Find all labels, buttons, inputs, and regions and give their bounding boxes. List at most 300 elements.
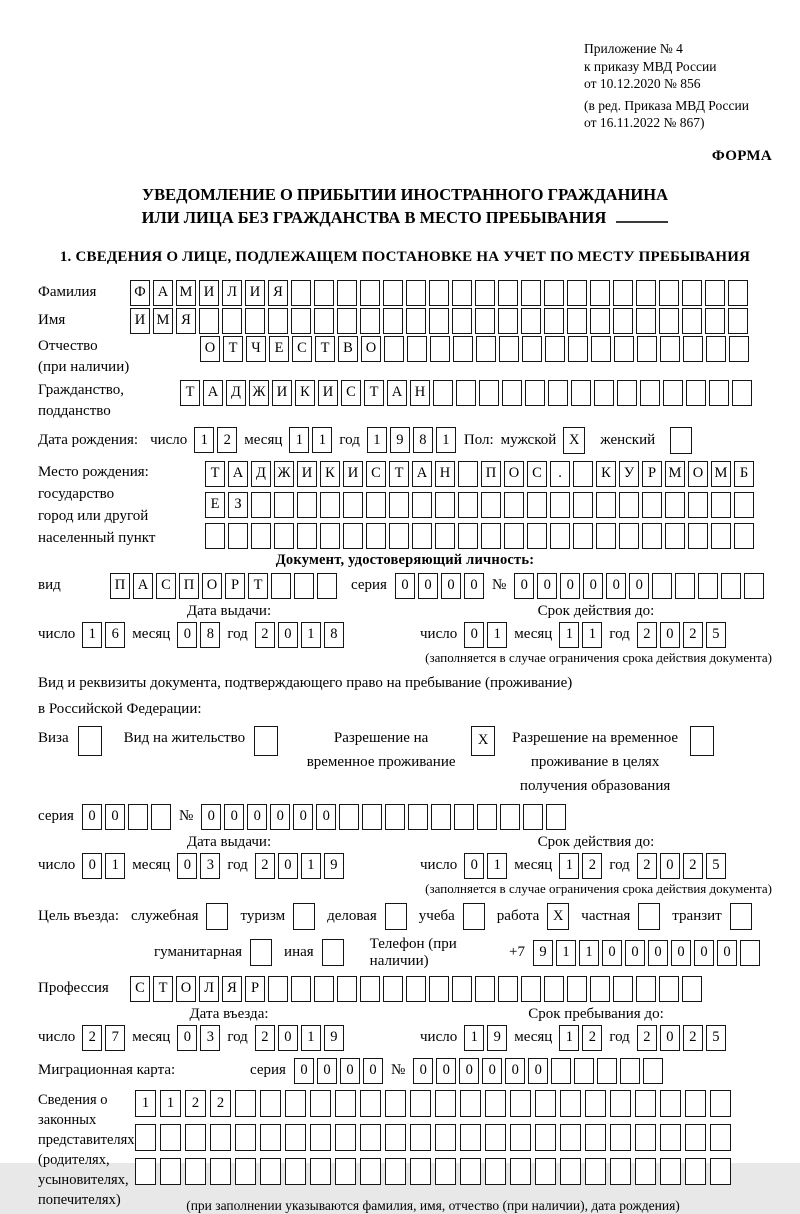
char-cell[interactable] xyxy=(205,523,225,549)
char-cell[interactable] xyxy=(314,308,334,334)
char-cell[interactable] xyxy=(527,523,547,549)
char-cell[interactable] xyxy=(560,1090,581,1117)
char-cell[interactable] xyxy=(573,492,593,518)
char-cell[interactable] xyxy=(410,1090,431,1117)
char-cell[interactable] xyxy=(610,1124,631,1151)
char-cell[interactable]: 0 xyxy=(629,573,649,599)
char-cell[interactable] xyxy=(613,308,633,334)
char-cell[interactable]: Л xyxy=(199,976,219,1002)
char-cell[interactable] xyxy=(385,804,405,830)
char-cell[interactable] xyxy=(675,573,695,599)
char-cell[interactable]: П xyxy=(179,573,199,599)
char-cell[interactable]: 0 xyxy=(717,940,737,966)
char-cell[interactable]: Т xyxy=(153,976,173,1002)
char-cell[interactable] xyxy=(613,280,633,306)
char-cell[interactable] xyxy=(268,308,288,334)
char-cell[interactable] xyxy=(560,1124,581,1151)
char-cell[interactable] xyxy=(640,380,660,406)
char-cell[interactable] xyxy=(660,336,680,362)
char-cell[interactable]: С xyxy=(156,573,176,599)
char-cell[interactable] xyxy=(320,523,340,549)
char-cell[interactable]: 1 xyxy=(559,622,579,648)
char-cell[interactable] xyxy=(285,1158,306,1185)
char-cell[interactable]: У xyxy=(619,461,639,487)
char-cell[interactable]: 1 xyxy=(559,853,579,879)
char-cell[interactable]: 5 xyxy=(706,853,726,879)
char-cell[interactable]: 1 xyxy=(301,622,321,648)
char-cell[interactable] xyxy=(705,280,725,306)
char-cell[interactable] xyxy=(476,336,496,362)
char-cell[interactable]: А xyxy=(228,461,248,487)
char-cell[interactable]: В xyxy=(338,336,358,362)
char-cell[interactable] xyxy=(597,1058,617,1084)
char-cell[interactable] xyxy=(734,492,754,518)
char-cell[interactable]: К xyxy=(320,461,340,487)
char-cell[interactable]: 1 xyxy=(582,622,602,648)
char-cell[interactable]: А xyxy=(387,380,407,406)
char-cell[interactable] xyxy=(235,1090,256,1117)
char-cell[interactable] xyxy=(698,573,718,599)
char-cell[interactable]: О xyxy=(202,573,222,599)
char-cell[interactable]: 0 xyxy=(606,573,626,599)
char-cell[interactable] xyxy=(385,1158,406,1185)
char-cell[interactable]: К xyxy=(596,461,616,487)
char-cell[interactable] xyxy=(314,976,334,1002)
char-cell[interactable] xyxy=(453,336,473,362)
char-cell[interactable]: Я xyxy=(176,308,196,334)
char-cell[interactable]: 5 xyxy=(706,1025,726,1051)
char-cell[interactable] xyxy=(360,1124,381,1151)
char-cell[interactable] xyxy=(685,1158,706,1185)
char-cell[interactable] xyxy=(510,1124,531,1151)
char-cell[interactable]: 0 xyxy=(316,804,336,830)
char-cell[interactable] xyxy=(585,1158,606,1185)
char-cell[interactable] xyxy=(535,1090,556,1117)
char-cell[interactable]: 0 xyxy=(528,1058,548,1084)
char-cell[interactable] xyxy=(660,1124,681,1151)
char-cell[interactable] xyxy=(732,380,752,406)
char-cell[interactable]: 0 xyxy=(537,573,557,599)
char-cell[interactable]: 0 xyxy=(293,804,313,830)
char-cell[interactable]: 9 xyxy=(533,940,553,966)
char-cell[interactable] xyxy=(185,1124,206,1151)
char-cell[interactable] xyxy=(389,523,409,549)
char-cell[interactable] xyxy=(485,1090,506,1117)
char-cell[interactable] xyxy=(160,1158,181,1185)
char-cell[interactable] xyxy=(458,523,478,549)
char-cell[interactable] xyxy=(573,461,593,487)
char-cell[interactable] xyxy=(502,380,522,406)
char-cell[interactable]: Я xyxy=(222,976,242,1002)
char-cell[interactable]: С xyxy=(130,976,150,1002)
char-cell[interactable]: 0 xyxy=(625,940,645,966)
char-cell[interactable] xyxy=(510,1158,531,1185)
char-cell[interactable] xyxy=(406,976,426,1002)
char-cell[interactable] xyxy=(335,1090,356,1117)
char-cell[interactable] xyxy=(709,380,729,406)
char-cell[interactable] xyxy=(366,492,386,518)
char-cell[interactable]: Т xyxy=(205,461,225,487)
char-cell[interactable] xyxy=(636,976,656,1002)
char-cell[interactable] xyxy=(596,523,616,549)
char-cell[interactable] xyxy=(343,523,363,549)
char-cell[interactable] xyxy=(406,280,426,306)
char-cell[interactable]: 0 xyxy=(278,1025,298,1051)
char-cell[interactable] xyxy=(185,1158,206,1185)
char-cell[interactable]: 9 xyxy=(390,427,410,453)
char-cell[interactable]: Т xyxy=(389,461,409,487)
char-cell[interactable] xyxy=(337,976,357,1002)
char-cell[interactable] xyxy=(613,976,633,1002)
char-cell[interactable]: 2 xyxy=(683,1025,703,1051)
char-cell[interactable] xyxy=(544,308,564,334)
char-cell[interactable]: 0 xyxy=(177,1025,197,1051)
char-cell[interactable] xyxy=(660,1158,681,1185)
char-cell[interactable]: Д xyxy=(251,461,271,487)
char-cell[interactable] xyxy=(498,976,518,1002)
char-cell[interactable]: 0 xyxy=(482,1058,502,1084)
char-cell[interactable]: И xyxy=(199,280,219,306)
char-cell[interactable] xyxy=(590,976,610,1002)
char-cell[interactable] xyxy=(710,1158,731,1185)
purpose-transit-checkbox[interactable] xyxy=(730,903,752,930)
char-cell[interactable]: . xyxy=(550,461,570,487)
char-cell[interactable] xyxy=(610,1158,631,1185)
char-cell[interactable] xyxy=(335,1124,356,1151)
char-cell[interactable] xyxy=(525,380,545,406)
char-cell[interactable] xyxy=(460,1124,481,1151)
char-cell[interactable] xyxy=(251,492,271,518)
char-cell[interactable]: 0 xyxy=(247,804,267,830)
char-cell[interactable]: 9 xyxy=(324,1025,344,1051)
char-cell[interactable] xyxy=(135,1158,156,1185)
char-cell[interactable]: 0 xyxy=(294,1058,314,1084)
char-cell[interactable] xyxy=(435,492,455,518)
char-cell[interactable] xyxy=(260,1090,281,1117)
char-cell[interactable]: Е xyxy=(205,492,225,518)
char-cell[interactable] xyxy=(567,976,587,1002)
char-cell[interactable]: Л xyxy=(222,280,242,306)
char-cell[interactable]: 0 xyxy=(583,573,603,599)
char-cell[interactable]: М xyxy=(711,461,731,487)
char-cell[interactable]: М xyxy=(153,308,173,334)
char-cell[interactable] xyxy=(383,280,403,306)
char-cell[interactable] xyxy=(620,1058,640,1084)
char-cell[interactable]: Ж xyxy=(249,380,269,406)
char-cell[interactable]: И xyxy=(297,461,317,487)
char-cell[interactable]: 2 xyxy=(255,622,275,648)
char-cell[interactable] xyxy=(314,280,334,306)
char-cell[interactable]: 2 xyxy=(683,622,703,648)
char-cell[interactable] xyxy=(435,523,455,549)
char-cell[interactable]: 0 xyxy=(177,622,197,648)
char-cell[interactable]: 2 xyxy=(255,853,275,879)
char-cell[interactable] xyxy=(550,492,570,518)
char-cell[interactable] xyxy=(706,336,726,362)
char-cell[interactable] xyxy=(545,336,565,362)
char-cell[interactable]: 0 xyxy=(317,1058,337,1084)
char-cell[interactable] xyxy=(412,523,432,549)
char-cell[interactable] xyxy=(710,1090,731,1117)
char-cell[interactable] xyxy=(548,380,568,406)
char-cell[interactable] xyxy=(550,523,570,549)
purpose-private-checkbox[interactable] xyxy=(638,903,660,930)
char-cell[interactable]: 8 xyxy=(413,427,433,453)
char-cell[interactable] xyxy=(343,492,363,518)
char-cell[interactable] xyxy=(544,280,564,306)
char-cell[interactable] xyxy=(429,976,449,1002)
char-cell[interactable]: 5 xyxy=(706,622,726,648)
char-cell[interactable] xyxy=(310,1158,331,1185)
char-cell[interactable] xyxy=(571,380,591,406)
char-cell[interactable]: 1 xyxy=(160,1090,181,1117)
char-cell[interactable]: 0 xyxy=(671,940,691,966)
char-cell[interactable]: 0 xyxy=(441,573,461,599)
char-cell[interactable] xyxy=(235,1158,256,1185)
char-cell[interactable]: 1 xyxy=(556,940,576,966)
char-cell[interactable] xyxy=(614,336,634,362)
char-cell[interactable] xyxy=(460,1158,481,1185)
char-cell[interactable] xyxy=(475,308,495,334)
char-cell[interactable] xyxy=(688,492,708,518)
char-cell[interactable]: 2 xyxy=(217,427,237,453)
char-cell[interactable] xyxy=(310,1090,331,1117)
char-cell[interactable]: 0 xyxy=(340,1058,360,1084)
char-cell[interactable]: 0 xyxy=(514,573,534,599)
char-cell[interactable] xyxy=(728,308,748,334)
char-cell[interactable]: 0 xyxy=(177,853,197,879)
char-cell[interactable]: 1 xyxy=(464,1025,484,1051)
char-cell[interactable]: 2 xyxy=(82,1025,102,1051)
char-cell[interactable]: Н xyxy=(410,380,430,406)
char-cell[interactable]: 0 xyxy=(660,1025,680,1051)
char-cell[interactable]: 0 xyxy=(363,1058,383,1084)
char-cell[interactable] xyxy=(685,1090,706,1117)
char-cell[interactable] xyxy=(705,308,725,334)
char-cell[interactable]: 3 xyxy=(200,1025,220,1051)
char-cell[interactable] xyxy=(310,1124,331,1151)
char-cell[interactable]: Н xyxy=(435,461,455,487)
char-cell[interactable] xyxy=(636,280,656,306)
char-cell[interactable] xyxy=(617,380,637,406)
char-cell[interactable] xyxy=(498,308,518,334)
char-cell[interactable] xyxy=(210,1158,231,1185)
char-cell[interactable]: К xyxy=(295,380,315,406)
char-cell[interactable]: 2 xyxy=(255,1025,275,1051)
char-cell[interactable]: 0 xyxy=(278,853,298,879)
char-cell[interactable] xyxy=(610,1090,631,1117)
char-cell[interactable] xyxy=(683,336,703,362)
char-cell[interactable] xyxy=(385,1090,406,1117)
char-cell[interactable] xyxy=(535,1124,556,1151)
char-cell[interactable]: 1 xyxy=(105,853,125,879)
char-cell[interactable]: Ж xyxy=(274,461,294,487)
char-cell[interactable]: 3 xyxy=(200,853,220,879)
char-cell[interactable]: Б xyxy=(734,461,754,487)
char-cell[interactable] xyxy=(452,280,472,306)
char-cell[interactable] xyxy=(659,976,679,1002)
char-cell[interactable]: Я xyxy=(268,280,288,306)
char-cell[interactable] xyxy=(728,280,748,306)
char-cell[interactable]: М xyxy=(665,461,685,487)
char-cell[interactable]: 1 xyxy=(436,427,456,453)
char-cell[interactable] xyxy=(435,1090,456,1117)
char-cell[interactable] xyxy=(339,804,359,830)
char-cell[interactable]: 0 xyxy=(270,804,290,830)
char-cell[interactable] xyxy=(274,492,294,518)
char-cell[interactable] xyxy=(665,492,685,518)
char-cell[interactable] xyxy=(407,336,427,362)
char-cell[interactable] xyxy=(271,573,291,599)
char-cell[interactable] xyxy=(659,280,679,306)
char-cell[interactable] xyxy=(410,1158,431,1185)
char-cell[interactable]: 0 xyxy=(459,1058,479,1084)
char-cell[interactable]: 8 xyxy=(200,622,220,648)
char-cell[interactable]: Ч xyxy=(246,336,266,362)
char-cell[interactable] xyxy=(642,492,662,518)
char-cell[interactable] xyxy=(585,1090,606,1117)
char-cell[interactable]: Д xyxy=(226,380,246,406)
char-cell[interactable] xyxy=(740,940,760,966)
char-cell[interactable] xyxy=(274,523,294,549)
char-cell[interactable] xyxy=(711,523,731,549)
sex-male-checkbox[interactable]: X xyxy=(563,427,585,454)
char-cell[interactable]: С xyxy=(527,461,547,487)
char-cell[interactable] xyxy=(475,976,495,1002)
char-cell[interactable]: 0 xyxy=(694,940,714,966)
char-cell[interactable] xyxy=(729,336,749,362)
char-cell[interactable] xyxy=(297,492,317,518)
char-cell[interactable]: 9 xyxy=(324,853,344,879)
char-cell[interactable] xyxy=(435,1124,456,1151)
char-cell[interactable] xyxy=(659,308,679,334)
purpose-study-checkbox[interactable] xyxy=(463,903,485,930)
char-cell[interactable]: Т xyxy=(315,336,335,362)
char-cell[interactable]: 2 xyxy=(637,1025,657,1051)
purpose-other-checkbox[interactable] xyxy=(322,939,344,966)
char-cell[interactable] xyxy=(360,976,380,1002)
char-cell[interactable] xyxy=(151,804,171,830)
char-cell[interactable]: 1 xyxy=(301,853,321,879)
char-cell[interactable]: 0 xyxy=(505,1058,525,1084)
char-cell[interactable] xyxy=(590,308,610,334)
visa-checkbox[interactable] xyxy=(78,726,102,756)
char-cell[interactable]: 0 xyxy=(436,1058,456,1084)
char-cell[interactable] xyxy=(643,1058,663,1084)
char-cell[interactable] xyxy=(682,308,702,334)
char-cell[interactable] xyxy=(635,1090,656,1117)
char-cell[interactable] xyxy=(590,280,610,306)
char-cell[interactable]: 0 xyxy=(395,573,415,599)
char-cell[interactable] xyxy=(383,308,403,334)
char-cell[interactable] xyxy=(744,573,764,599)
char-cell[interactable]: 1 xyxy=(301,1025,321,1051)
char-cell[interactable] xyxy=(383,976,403,1002)
char-cell[interactable]: 0 xyxy=(560,573,580,599)
char-cell[interactable]: 0 xyxy=(660,622,680,648)
char-cell[interactable]: Т xyxy=(180,380,200,406)
char-cell[interactable] xyxy=(567,308,587,334)
char-cell[interactable]: 1 xyxy=(194,427,214,453)
char-cell[interactable]: 0 xyxy=(660,853,680,879)
char-cell[interactable] xyxy=(551,1058,571,1084)
char-cell[interactable] xyxy=(510,1090,531,1117)
char-cell[interactable] xyxy=(596,492,616,518)
char-cell[interactable]: И xyxy=(318,380,338,406)
char-cell[interactable] xyxy=(360,308,380,334)
char-cell[interactable] xyxy=(568,336,588,362)
char-cell[interactable] xyxy=(199,308,219,334)
char-cell[interactable] xyxy=(456,380,476,406)
char-cell[interactable]: 0 xyxy=(464,573,484,599)
char-cell[interactable]: 2 xyxy=(582,853,602,879)
char-cell[interactable] xyxy=(360,280,380,306)
char-cell[interactable] xyxy=(637,336,657,362)
char-cell[interactable] xyxy=(485,1124,506,1151)
char-cell[interactable]: 0 xyxy=(82,853,102,879)
char-cell[interactable] xyxy=(454,804,474,830)
purpose-humanitarian-checkbox[interactable] xyxy=(250,939,272,966)
char-cell[interactable] xyxy=(475,280,495,306)
char-cell[interactable] xyxy=(477,804,497,830)
char-cell[interactable] xyxy=(619,492,639,518)
char-cell[interactable] xyxy=(504,492,524,518)
char-cell[interactable] xyxy=(485,1158,506,1185)
char-cell[interactable] xyxy=(291,280,311,306)
temp-residence-checkbox[interactable]: X xyxy=(471,726,495,756)
sex-female-checkbox[interactable] xyxy=(670,427,692,454)
char-cell[interactable] xyxy=(458,492,478,518)
char-cell[interactable]: 0 xyxy=(648,940,668,966)
char-cell[interactable] xyxy=(498,280,518,306)
char-cell[interactable] xyxy=(594,380,614,406)
char-cell[interactable]: 9 xyxy=(487,1025,507,1051)
char-cell[interactable] xyxy=(435,1158,456,1185)
char-cell[interactable] xyxy=(452,976,472,1002)
char-cell[interactable]: 0 xyxy=(602,940,622,966)
purpose-tourism-checkbox[interactable] xyxy=(293,903,315,930)
char-cell[interactable]: 0 xyxy=(105,804,125,830)
char-cell[interactable]: 0 xyxy=(278,622,298,648)
char-cell[interactable]: С xyxy=(292,336,312,362)
char-cell[interactable]: 2 xyxy=(185,1090,206,1117)
char-cell[interactable]: З xyxy=(228,492,248,518)
purpose-business-checkbox[interactable] xyxy=(385,903,407,930)
char-cell[interactable] xyxy=(433,380,453,406)
char-cell[interactable] xyxy=(619,523,639,549)
char-cell[interactable]: 0 xyxy=(413,1058,433,1084)
char-cell[interactable] xyxy=(135,1124,156,1151)
char-cell[interactable] xyxy=(360,1158,381,1185)
char-cell[interactable] xyxy=(585,1124,606,1151)
char-cell[interactable]: И xyxy=(272,380,292,406)
char-cell[interactable]: 2 xyxy=(637,622,657,648)
char-cell[interactable] xyxy=(521,976,541,1002)
char-cell[interactable]: 0 xyxy=(224,804,244,830)
char-cell[interactable] xyxy=(481,523,501,549)
char-cell[interactable] xyxy=(360,1090,381,1117)
char-cell[interactable]: Ф xyxy=(130,280,150,306)
char-cell[interactable]: 0 xyxy=(418,573,438,599)
char-cell[interactable] xyxy=(535,1158,556,1185)
char-cell[interactable]: Р xyxy=(225,573,245,599)
char-cell[interactable]: С xyxy=(341,380,361,406)
char-cell[interactable]: 0 xyxy=(201,804,221,830)
char-cell[interactable]: 0 xyxy=(464,622,484,648)
char-cell[interactable] xyxy=(682,280,702,306)
char-cell[interactable] xyxy=(317,573,337,599)
char-cell[interactable]: И xyxy=(343,461,363,487)
